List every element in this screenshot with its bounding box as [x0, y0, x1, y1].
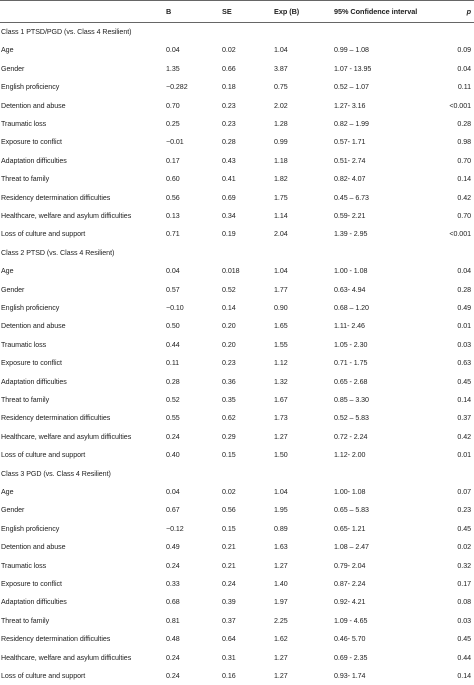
table-row — [0, 483, 474, 501]
p-value: 0.02 — [457, 543, 471, 552]
header-b: B — [166, 7, 172, 16]
se-value: 0.64 — [222, 635, 236, 644]
confidence-interval-value: 1.27- 3.16 — [334, 101, 366, 110]
predictor-label: Adaptation difficulties — [1, 377, 67, 386]
table-row — [0, 409, 474, 427]
p-value: 0.45 — [457, 524, 471, 533]
b-value: −0.282 — [166, 83, 188, 92]
confidence-interval-value: 0.72 - 2.24 — [334, 432, 368, 441]
exp-b-value: 2.02 — [274, 101, 288, 110]
confidence-interval-value: 0.63- 4.94 — [334, 285, 366, 294]
se-value: 0.21 — [222, 543, 236, 552]
p-value: <0.001 — [449, 230, 471, 239]
exp-b-value: 1.77 — [274, 285, 288, 294]
p-value: 0.42 — [457, 432, 471, 441]
p-value: 0.70 — [457, 156, 471, 165]
se-value: 0.20 — [222, 322, 236, 331]
p-value: 0.32 — [457, 561, 471, 570]
p-value: 0.42 — [457, 193, 471, 202]
exp-b-value: 1.04 — [274, 46, 288, 55]
exp-b-value: 1.27 — [274, 432, 288, 441]
exp-b-value: 1.65 — [274, 322, 288, 331]
confidence-interval-value: 0.92- 4.21 — [334, 598, 366, 607]
b-value: 0.67 — [166, 506, 180, 515]
exp-b-value: 1.67 — [274, 396, 288, 404]
confidence-interval-value: 0.79- 2.04 — [334, 561, 366, 570]
exp-b-value: 1.62 — [274, 635, 288, 644]
table-row — [0, 170, 474, 188]
b-value: 0.40 — [166, 451, 180, 460]
predictor-label: Healthcare, welfare and asylum difficulties — [1, 212, 132, 220]
confidence-interval-value: 0.71 - 1.75 — [334, 359, 368, 368]
se-value: 0.35 — [222, 396, 236, 404]
se-value: 0.23 — [222, 101, 236, 110]
se-value: 0.24 — [222, 580, 236, 588]
p-value: 0.37 — [457, 414, 471, 423]
b-value: 0.24 — [166, 653, 180, 662]
b-value: 0.33 — [166, 580, 180, 588]
p-value: 0.14 — [457, 175, 471, 184]
p-value: 0.04 — [457, 64, 471, 73]
table-row — [0, 60, 474, 78]
se-value: 0.41 — [222, 175, 236, 184]
confidence-interval-value: 1.00 - 1.08 — [334, 267, 368, 276]
confidence-interval-value: 1.39 - 2.95 — [334, 230, 368, 239]
predictor-label: Age — [1, 46, 14, 55]
se-value: 0.23 — [222, 359, 236, 368]
b-value: 0.52 — [166, 396, 180, 404]
predictor-label: Healthcare, welfare and asylum difficulties — [1, 653, 132, 662]
p-value: 0.44 — [457, 653, 471, 662]
confidence-interval-value: 0.51- 2.74 — [334, 156, 366, 165]
table-row — [0, 649, 474, 667]
exp-b-value: 1.28 — [274, 120, 288, 128]
confidence-interval-value: 0.87- 2.24 — [334, 580, 366, 588]
se-value: 0.20 — [222, 340, 236, 349]
confidence-interval-value: 1.07 - 13.95 — [334, 64, 372, 73]
se-value: 0.69 — [222, 193, 236, 202]
header-exp-b: Exp (B) — [274, 7, 300, 16]
b-value: 0.24 — [166, 432, 180, 441]
p-value: 0.03 — [457, 340, 471, 349]
b-value: 0.56 — [166, 193, 180, 202]
confidence-interval-value: 1.08 – 2.47 — [334, 543, 369, 552]
se-value: 0.29 — [222, 432, 236, 441]
predictor-label: Detention and abuse — [1, 101, 66, 110]
b-value: 0.25 — [166, 120, 180, 128]
exp-b-value: 2.04 — [274, 230, 288, 239]
table-row — [0, 336, 474, 354]
b-value: 0.81 — [166, 616, 180, 625]
table-row — [0, 630, 474, 648]
se-value: 0.15 — [222, 451, 236, 460]
p-value: 0.01 — [457, 451, 471, 460]
table-row — [0, 354, 474, 372]
b-value: 0.04 — [166, 267, 180, 276]
p-value: 0.07 — [457, 488, 471, 496]
table-row — [0, 667, 474, 685]
predictor-label: Traumatic loss — [1, 340, 47, 349]
predictor-label: Traumatic loss — [1, 120, 47, 128]
p-value: 0.45 — [457, 635, 471, 644]
b-value: 0.48 — [166, 635, 180, 644]
header-se: SE — [222, 7, 232, 16]
se-value: 0.31 — [222, 653, 236, 662]
se-value: 0.02 — [222, 488, 236, 496]
b-value: 0.49 — [166, 543, 180, 552]
predictor-label: Traumatic loss — [1, 561, 47, 570]
b-value: 1.35 — [166, 64, 180, 73]
exp-b-value: 1.75 — [274, 193, 288, 202]
header-p-value: p — [466, 7, 471, 16]
b-value: −0.12 — [166, 524, 184, 533]
table-row — [0, 281, 474, 299]
b-value: 0.57 — [166, 285, 180, 294]
table-row — [0, 428, 474, 446]
section-heading-row — [0, 23, 474, 41]
predictor-label: Exposure to conflict — [1, 138, 62, 147]
b-value: −0.01 — [166, 138, 184, 147]
se-value: 0.37 — [222, 616, 236, 625]
table-row — [0, 612, 474, 630]
b-value: 0.04 — [166, 488, 180, 496]
confidence-interval-value: 0.93- 1.74 — [334, 672, 366, 680]
se-value: 0.28 — [222, 138, 236, 147]
confidence-interval-value: 0.46- 5.70 — [334, 635, 366, 644]
table-row — [0, 225, 474, 243]
confidence-interval-value: 0.65 – 5.83 — [334, 506, 369, 515]
p-value: 0.98 — [457, 138, 471, 147]
b-value: 0.60 — [166, 175, 180, 184]
b-value: 0.70 — [166, 101, 180, 110]
confidence-interval-value: 1.11- 2.46 — [334, 322, 365, 331]
exp-b-value: 2.25 — [274, 616, 288, 625]
table-row — [0, 446, 474, 464]
section-title: Class 2 PTSD (vs. Class 4 Resilient) — [1, 248, 115, 257]
se-value: 0.18 — [222, 83, 236, 92]
confidence-interval-value: 1.12- 2.00 — [334, 451, 366, 460]
p-value: 0.63 — [457, 359, 471, 368]
section-heading-row — [0, 244, 474, 262]
section-title: Class 1 PTSD/PGD (vs. Class 4 Resilient) — [1, 28, 132, 36]
table-row — [0, 520, 474, 538]
se-value: 0.62 — [222, 414, 236, 423]
predictor-label: Adaptation difficulties — [1, 598, 67, 607]
predictor-label: Age — [1, 488, 14, 496]
table-row — [0, 593, 474, 611]
exp-b-value: 1.12 — [274, 359, 288, 368]
b-value: 0.55 — [166, 414, 180, 423]
se-value: 0.21 — [222, 561, 236, 570]
se-value: 0.23 — [222, 120, 236, 128]
p-value: 0.09 — [457, 46, 471, 55]
se-value: 0.34 — [222, 212, 236, 220]
se-value: 0.66 — [222, 64, 236, 73]
se-value: 0.43 — [222, 156, 236, 165]
predictor-label: Gender — [1, 64, 25, 73]
confidence-interval-value: 0.45 – 6.73 — [334, 193, 369, 202]
predictor-label: Loss of culture and support — [1, 672, 86, 680]
predictor-label: Threat to family — [1, 396, 50, 404]
se-value: 0.52 — [222, 285, 236, 294]
exp-b-value: 1.50 — [274, 451, 288, 460]
table-row — [0, 299, 474, 317]
table-row — [0, 557, 474, 575]
b-value: −0.10 — [166, 304, 184, 312]
se-value: 0.19 — [222, 230, 236, 239]
table-row — [0, 189, 474, 207]
se-value: 0.56 — [222, 506, 236, 515]
confidence-interval-value: 0.99 – 1.08 — [334, 46, 369, 55]
predictor-label: Threat to family — [1, 616, 50, 625]
exp-b-value: 1.55 — [274, 340, 288, 349]
table-row — [0, 317, 474, 335]
p-value: 0.45 — [457, 377, 471, 386]
b-value: 0.11 — [166, 359, 180, 368]
predictor-label: Loss of culture and support — [1, 230, 86, 239]
p-value: 0.17 — [457, 580, 471, 588]
exp-b-value: 1.14 — [274, 212, 288, 220]
exp-b-value: 0.99 — [274, 138, 288, 147]
confidence-interval-value: 1.09 - 4.65 — [334, 616, 368, 625]
predictor-label: English proficiency — [1, 304, 60, 312]
b-value: 0.68 — [166, 598, 180, 607]
confidence-interval-value: 0.82 – 1.99 — [334, 120, 369, 128]
p-value: 0.14 — [457, 396, 471, 404]
b-value: 0.50 — [166, 322, 180, 331]
confidence-interval-value: 0.85 – 3.30 — [334, 396, 369, 404]
se-value: 0.15 — [222, 524, 236, 533]
p-value: 0.28 — [457, 285, 471, 294]
b-value: 0.17 — [166, 156, 180, 165]
table-row — [0, 373, 474, 391]
b-value: 0.28 — [166, 377, 180, 386]
se-value: 0.39 — [222, 598, 236, 607]
confidence-interval-value: 0.52 – 5.83 — [334, 414, 369, 423]
exp-b-value: 0.75 — [274, 83, 288, 92]
se-value: 0.02 — [222, 46, 236, 55]
table-row — [0, 501, 474, 519]
predictor-label: Detention and abuse — [1, 543, 66, 552]
exp-b-value: 1.97 — [274, 598, 288, 607]
table-header-row — [0, 3, 474, 21]
confidence-interval-value: 0.68 – 1.20 — [334, 304, 369, 312]
exp-b-value: 1.63 — [274, 543, 288, 552]
predictor-label: Gender — [1, 285, 25, 294]
exp-b-value: 1.27 — [274, 561, 288, 570]
confidence-interval-value: 0.65 - 2.68 — [334, 377, 368, 386]
confidence-interval-value: 0.65- 1.21 — [334, 524, 366, 533]
table-top-rule — [0, 0, 474, 1]
se-value: 0.36 — [222, 377, 236, 386]
table-row — [0, 115, 474, 133]
predictor-label: English proficiency — [1, 83, 60, 92]
p-value: 0.23 — [457, 506, 471, 515]
exp-b-value: 1.40 — [274, 580, 288, 588]
predictor-label: Exposure to conflict — [1, 359, 62, 368]
table-row — [0, 391, 474, 409]
p-value: 0.28 — [457, 120, 471, 128]
header-confidence-interval: 95% Confidence interval — [334, 7, 418, 16]
predictor-label: Detention and abuse — [1, 322, 66, 331]
table-row — [0, 97, 474, 115]
predictor-label: English proficiency — [1, 524, 60, 533]
p-value: <0.001 — [449, 101, 471, 110]
table-row — [0, 538, 474, 556]
predictor-label: Residency determination difficulties — [1, 414, 111, 423]
predictor-label: Threat to family — [1, 175, 50, 184]
se-value: 0.018 — [222, 267, 240, 276]
p-value: 0.49 — [457, 304, 471, 312]
table-row — [0, 262, 474, 280]
exp-b-value: 1.27 — [274, 672, 288, 680]
exp-b-value: 0.90 — [274, 304, 288, 312]
b-value: 0.04 — [166, 46, 180, 55]
confidence-interval-value: 0.69 - 2.35 — [334, 653, 368, 662]
predictor-label: Gender — [1, 506, 25, 515]
table-row — [0, 133, 474, 151]
p-value: 0.70 — [457, 212, 471, 220]
p-value: 0.08 — [457, 598, 471, 607]
section-heading-row — [0, 465, 474, 483]
confidence-interval-value: 0.82- 4.07 — [334, 175, 366, 184]
table-row — [0, 78, 474, 96]
p-value: 0.03 — [457, 616, 471, 625]
exp-b-value: 3.87 — [274, 64, 288, 73]
exp-b-value: 1.04 — [274, 488, 288, 496]
exp-b-value: 0.89 — [274, 524, 288, 533]
predictor-label: Residency determination difficulties — [1, 635, 111, 644]
exp-b-value: 1.95 — [274, 506, 288, 515]
exp-b-value: 1.04 — [274, 267, 288, 276]
predictor-label: Loss of culture and support — [1, 451, 86, 460]
table-row — [0, 41, 474, 59]
p-value: 0.01 — [457, 322, 471, 331]
exp-b-value: 1.27 — [274, 653, 288, 662]
confidence-interval-value: 1.00- 1.08 — [334, 488, 366, 496]
predictor-label: Exposure to conflict — [1, 580, 62, 588]
p-value: 0.04 — [457, 267, 471, 276]
p-value: 0.14 — [457, 672, 471, 680]
b-value: 0.24 — [166, 561, 180, 570]
predictor-label: Adaptation difficulties — [1, 156, 67, 165]
table-row — [0, 575, 474, 593]
exp-b-value: 1.73 — [274, 414, 288, 423]
confidence-interval-value: 0.52 – 1.07 — [334, 83, 369, 92]
se-value: 0.14 — [222, 304, 236, 312]
confidence-interval-value: 0.59- 2.21 — [334, 212, 366, 220]
b-value: 0.44 — [166, 340, 180, 349]
exp-b-value: 1.82 — [274, 175, 288, 184]
b-value: 0.24 — [166, 672, 180, 680]
exp-b-value: 1.32 — [274, 377, 288, 386]
p-value: 0.11 — [457, 83, 471, 92]
confidence-interval-value: 0.57- 1.71 — [334, 138, 366, 147]
table-row — [0, 207, 474, 225]
table-row — [0, 152, 474, 170]
b-value: 0.71 — [166, 230, 180, 239]
exp-b-value: 1.18 — [274, 156, 288, 165]
predictor-label: Healthcare, welfare and asylum difficulties — [1, 432, 132, 441]
predictor-label: Age — [1, 267, 14, 276]
se-value: 0.16 — [222, 672, 236, 680]
predictor-label: Residency determination difficulties — [1, 193, 111, 202]
section-title: Class 3 PGD (vs. Class 4 Resilient) — [1, 469, 111, 478]
confidence-interval-value: 1.05 - 2.30 — [334, 340, 368, 349]
b-value: 0.13 — [166, 212, 180, 220]
